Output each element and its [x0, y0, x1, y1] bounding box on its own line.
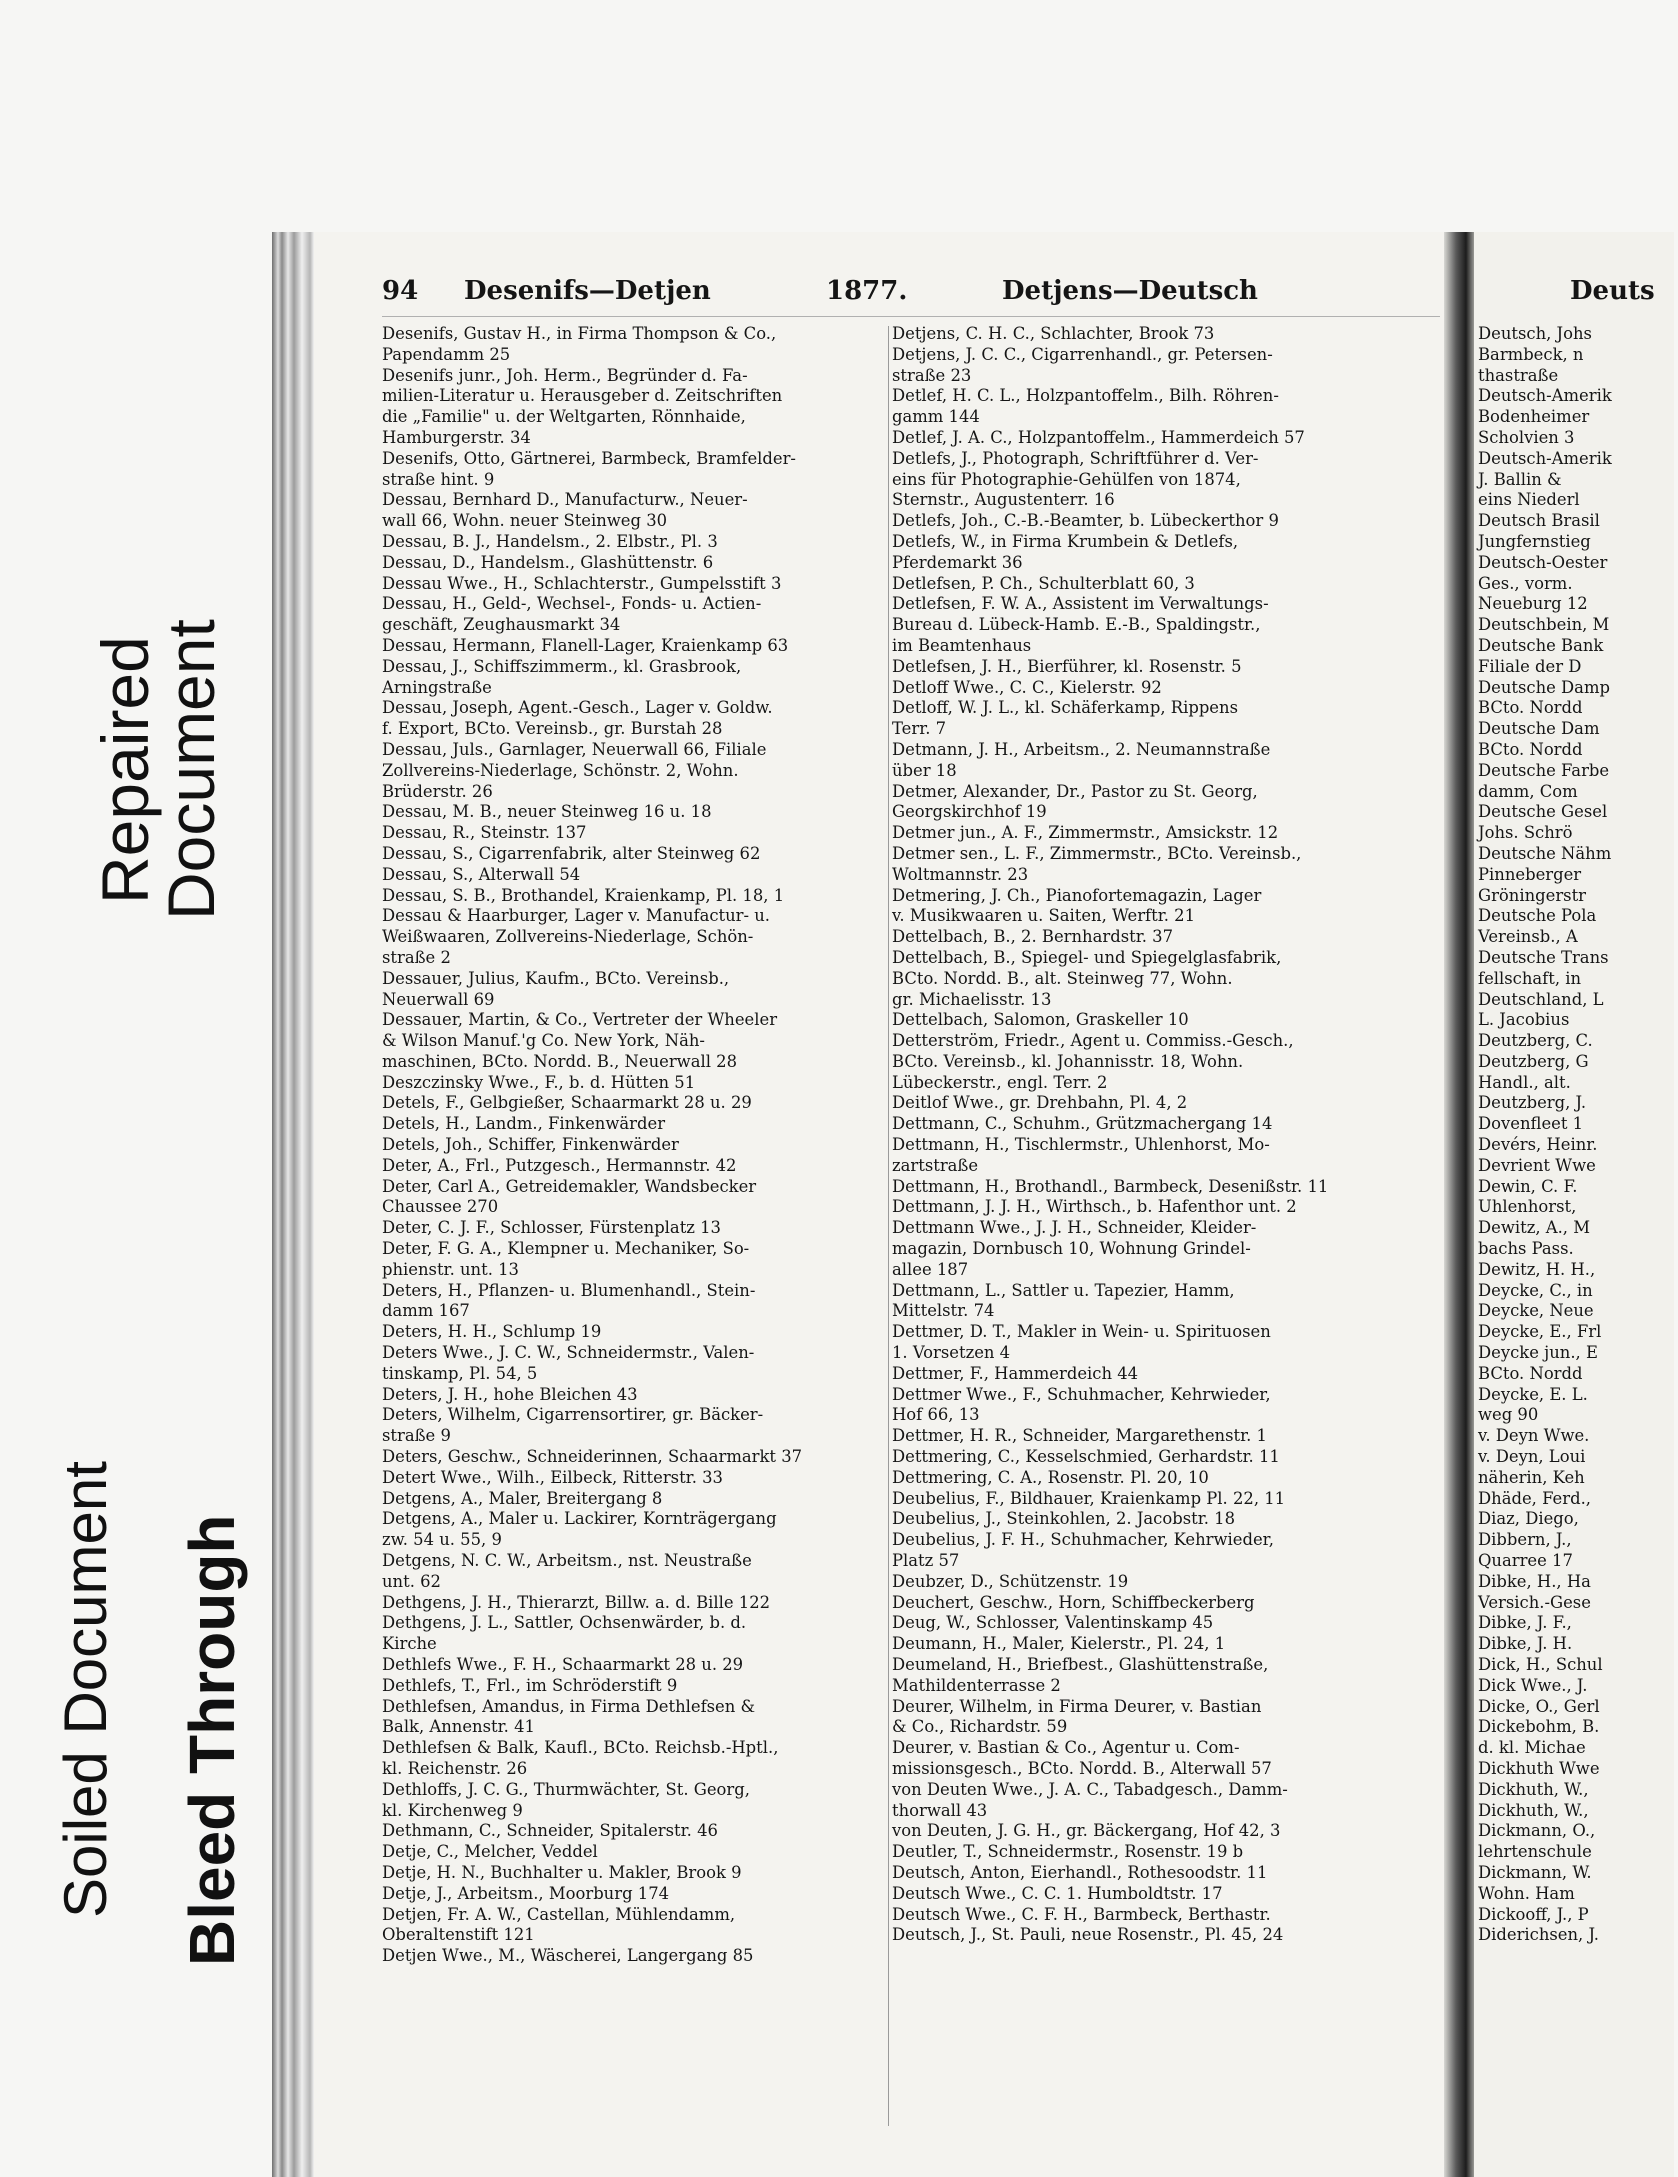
directory-entry-line: Detmann, J. H., Arbeitsm., 2. Neumannstraße: [892, 739, 1271, 759]
directory-entry-line: Detert Wwe., Wilh., Eilbeck, Ritterstr. 33: [382, 1467, 723, 1487]
directory-entry-line: Detlefsen, F. W. A., Assistent im Verwaltungs-: [892, 594, 1269, 614]
directory-entry-line: Dibbern, J.,: [1478, 1530, 1572, 1550]
directory-entry-line: Dewitz, A., M: [1478, 1218, 1591, 1238]
directory-entry-line: von Deuten Wwe., J. A. C., Tabadgesch., Damm-: [892, 1779, 1288, 1799]
directory-entry-line: Ges., vorm.: [1478, 573, 1573, 593]
directory-entry-line: gr. Michaelisstr. 13: [892, 989, 1052, 1009]
directory-entry-line: im Beamtenhaus: [892, 635, 1032, 655]
directory-entry-line: missionsgesch., BCto. Nordd. B., Alterwall 57: [892, 1758, 1272, 1778]
directory-entry-line: Deutsche Nähm: [1478, 843, 1612, 863]
directory-entry-line: Dettmer, F., Hammerdeich 44: [892, 1363, 1139, 1383]
directory-entry-line: Deubzer, D., Schützenstr. 19: [892, 1571, 1129, 1591]
directory-entry-line: Dessau, Juls., Garnlager, Neuerwall 66, Filiale: [382, 739, 767, 759]
directory-entry-line: Dettelbach, Salomon, Graskeller 10: [892, 1010, 1189, 1030]
directory-entry-line: maschinen, BCto. Nordd. B., Neuerwall 28: [382, 1051, 738, 1071]
directory-entry-line: Filiale der D: [1478, 656, 1582, 676]
directory-entry-line: Dethlefsen, Amandus, in Firma Dethlefsen &: [382, 1696, 756, 1716]
directory-entry-line: Deter, A., Frl., Putzgesch., Hermannstr. 42: [382, 1155, 737, 1175]
directory-entry-line: Detloff Wwe., C. C., Kielerstr. 92: [892, 677, 1162, 697]
directory-entry-line: Detlefsen, J. H., Bierführer, kl. Rosenstr. 5: [892, 656, 1242, 676]
directory-entry-line: über 18: [892, 760, 957, 780]
directory-entry-line: BCto. Nordd. B., alt. Steinweg 77, Wohn.: [892, 968, 1233, 988]
directory-entry-line: Deter, Carl A., Getreidemakler, Wandsbecker: [382, 1176, 757, 1196]
directory-entry-line: Dewin, C. F.: [1478, 1176, 1578, 1196]
directory-entry-line: Diaz, Diego,: [1478, 1509, 1579, 1529]
directory-entry-line: Deycke jun., E: [1478, 1343, 1598, 1363]
directory-entry-line: Dessau, M. B., neuer Steinweg 16 u. 18: [382, 802, 712, 822]
directory-entry-line: die „Familie" u. der Weltgarten, Rönnhaide,: [382, 407, 746, 427]
directory-entry-line: Dhäde, Ferd.,: [1478, 1488, 1592, 1508]
directory-entry-line: straße 23: [892, 365, 972, 385]
directory-entry-line: Deutzberg, C.: [1478, 1031, 1593, 1051]
directory-entry-line: Deutzberg, G: [1478, 1051, 1589, 1071]
directory-entry-line: Deubelius, F., Bildhauer, Kraienkamp Pl. 22, 11: [892, 1488, 1286, 1508]
directory-entry-line: Uhlenhorst,: [1478, 1197, 1577, 1217]
directory-entry-line: Dessauer, Martin, & Co., Vertreter der Wheeler: [382, 1010, 778, 1030]
directory-entry-line: Neuerwall 69: [382, 989, 495, 1009]
directory-entry-line: Dessau, J., Schiffszimmerm., kl. Grasbrook,: [382, 656, 742, 676]
directory-entry-line: Gröningerstr: [1478, 885, 1587, 905]
directory-entry-line: kl. Kirchenweg 9: [382, 1800, 523, 1820]
page-number: 94: [382, 276, 419, 306]
directory-entry-line: Detmer, Alexander, Dr., Pastor zu St. Georg,: [892, 781, 1258, 801]
directory-entry-line: Scholvien 3: [1478, 427, 1575, 447]
middle-column: [892, 324, 1438, 1946]
directory-entry-line: magazin, Dornbusch 10, Wohnung Grindel-: [892, 1239, 1251, 1259]
directory-entry-line: Dewitz, H. H.,: [1478, 1259, 1596, 1279]
directory-entry-line: Desenifs, Otto, Gärtnerei, Barmbeck, Bramfelder-: [382, 448, 796, 468]
directory-entry-line: v. Deyn Wwe.: [1478, 1426, 1590, 1446]
directory-entry-line: von Deuten, J. G. H., gr. Bäckergang, Hof 42, 3: [892, 1821, 1281, 1841]
directory-entry-line: wall 66, Wohn. neuer Steinweg 30: [382, 511, 668, 531]
directory-entry-line: Deters, H., Pflanzen- u. Blumenhandl., Stein-: [382, 1280, 756, 1300]
directory-entry-line: Deutsche Trans: [1478, 947, 1609, 967]
directory-entry-line: Vereinsb., A: [1478, 927, 1578, 947]
directory-entry-line: Deumeland, H., Briefbest., Glashüttenstraße,: [892, 1655, 1269, 1674]
scanned-book-spread: [272, 232, 1655, 2177]
directory-entry-line: Woltmannstr. 23: [892, 864, 1029, 884]
directory-entry-line: Arningstraße: [382, 677, 492, 697]
directory-entry-line: Deters, H. H., Schlump 19: [382, 1322, 602, 1342]
directory-entry-line: Deumann, H., Maler, Kielerstr., Pl. 24, 1: [892, 1634, 1226, 1654]
directory-entry-line: Hof 66, 13: [892, 1405, 980, 1425]
directory-entry-line: Dettmer, D. T., Makler in Wein- u. Spirituosen: [892, 1322, 1271, 1342]
directory-entry-line: Dethgens, J. H., Thierarzt, Billw. a. d. Bille 122: [382, 1592, 771, 1612]
directory-entry-line: Dessau, S. B., Brothandel, Kraienkamp, Pl. 18, 1: [382, 885, 785, 905]
facing-page: [1474, 232, 1674, 2177]
directory-entry-line: Detjens, C. H. C., Schlachter, Brook 73: [892, 324, 1215, 343]
right-column: [1474, 324, 1678, 1946]
directory-entry-line: Dickhuth, W.,: [1478, 1800, 1589, 1820]
directory-entry-line: Deycke, Neue: [1478, 1301, 1594, 1321]
directory-entry-line: BCto. Nordd: [1478, 739, 1583, 759]
directory-entry-line: fellschaft, in: [1478, 968, 1582, 988]
directory-entry-line: straße 2: [382, 947, 451, 967]
directory-entry-line: v. Deyn, Loui: [1478, 1447, 1586, 1467]
directory-entry-line: Deycke, E., Frl: [1478, 1322, 1602, 1342]
directory-entry-line: Deutsche Bank: [1478, 635, 1604, 655]
directory-entry-line: Detje, J., Arbeitsm., Moorburg 174: [382, 1883, 670, 1903]
directory-entry-line: Desenifs junr., Joh. Herm., Begründer d. Fa-: [382, 365, 748, 385]
directory-entry-line: Dethgens, J. L., Sattler, Ochsenwärder, b. d.: [382, 1613, 747, 1633]
directory-entry-line: Kirche: [382, 1634, 437, 1654]
directory-entry-line: Deutsche Pola: [1478, 906, 1597, 926]
year-heading: 1877.: [826, 276, 908, 306]
page-header: [314, 276, 1444, 316]
directory-entry-line: Detloff, W. J. L., kl. Schäferkamp, Rippens: [892, 698, 1238, 718]
directory-entry-line: Mittelstr. 74: [892, 1301, 995, 1321]
directory-entry-line: Dessauer, Julius, Kaufm., BCto. Vereinsb.,: [382, 968, 730, 988]
column-divider: [888, 326, 889, 2126]
directory-entry-line: Dibke, J. F.,: [1478, 1613, 1572, 1633]
directory-entry-line: Dessau, S., Alterwall 54: [382, 864, 581, 884]
repaired-stamp-line-2: Document: [154, 619, 228, 921]
directory-entry-line: Deurer, v. Bastian & Co., Agentur u. Com-: [892, 1738, 1240, 1758]
directory-entry-line: Chaussee 270: [382, 1197, 499, 1217]
directory-entry-line: Deters, Geschw., Schneiderinnen, Schaarmarkt 37: [382, 1447, 803, 1467]
directory-entry-line: straße hint. 9: [382, 469, 495, 489]
directory-entry-line: thorwall 43: [892, 1800, 988, 1820]
directory-entry-line: Detels, H., Landm., Finkenwärder: [382, 1114, 666, 1134]
directory-entry-line: Bureau d. Lübeck-Hamb. E.-B., Spaldingstr.,: [892, 615, 1261, 635]
directory-entry-line: Dettmering, C., Kesselschmied, Gerhardstr. 11: [892, 1447, 1280, 1467]
directory-entry-line: Dick Wwe., J.: [1478, 1675, 1588, 1695]
directory-entry-line: Dicke, O., Gerl: [1478, 1696, 1600, 1716]
directory-entry-line: BCto. Vereinsb., kl. Johannisstr. 18, Wohn.: [892, 1051, 1244, 1071]
left-range-heading: Desenifs—Detjen: [464, 276, 711, 306]
directory-entry-line: Dickmann, O.,: [1478, 1821, 1596, 1841]
soiled-document-stamp: Soiled Document: [52, 1461, 119, 1919]
directory-entry-line: Bodenheimer: [1478, 407, 1590, 427]
directory-entry-line: Deutsch, Anton, Eierhandl., Rothesoodstr. 11: [892, 1862, 1268, 1882]
directory-entry-line: Wohn. Ham: [1478, 1883, 1575, 1903]
directory-entry-line: Dessau, Hermann, Flanell-Lager, Kraienkamp 63: [382, 635, 789, 655]
directory-entry-line: Deutschbein, M: [1478, 615, 1610, 635]
directory-entry-line: phienstr. unt. 13: [382, 1259, 519, 1279]
directory-entry-line: eins für Photographie-Gehülfen von 1874,: [892, 469, 1241, 489]
directory-entry-line: Deutsch, Johs: [1478, 324, 1592, 343]
directory-entry-line: Dickooff, J., P: [1478, 1904, 1589, 1924]
directory-entry-line: Dethlefs Wwe., F. H., Schaarmarkt 28 u. 29: [382, 1655, 744, 1674]
directory-entry-line: Deutler, T., Schneidermstr., Rosenstr. 19 b: [892, 1842, 1244, 1862]
directory-entry-line: unt. 62: [382, 1571, 441, 1591]
header-rule: [382, 316, 1440, 317]
directory-entry-line: Dethloffs, J. C. G., Thurmwächter, St. Georg,: [382, 1779, 750, 1799]
directory-entry-line: Deurer, Wilhelm, in Firma Deurer, v. Bastian: [892, 1696, 1262, 1716]
directory-entry-line: näherin, Keh: [1478, 1467, 1585, 1487]
facing-page-header: Deuts: [1570, 276, 1655, 306]
directory-entry-line: Detels, Joh., Schiffer, Finkenwärder: [382, 1135, 679, 1155]
directory-entry-line: Detlefsen, P. Ch., Schulterblatt 60, 3: [892, 573, 1195, 593]
directory-entry-line: Barmbeck, n: [1478, 344, 1584, 364]
directory-entry-line: Pinneberger: [1478, 864, 1582, 884]
directory-entry-line: zartstraße: [892, 1155, 979, 1175]
directory-entry-line: Deutsche Damp: [1478, 677, 1610, 697]
directory-entry-line: Deters Wwe., J. C. W., Schneidermstr., Valen-: [382, 1343, 755, 1363]
directory-entry-line: Dettmann Wwe., J. J. H., Schneider, Kleider-: [892, 1218, 1257, 1238]
directory-entry-line: Weißwaaren, Zollvereins-Niederlage, Schön-: [382, 927, 754, 947]
directory-entry-line: Hamburgerstr. 34: [382, 427, 531, 447]
directory-entry-line: Deycke, C., in: [1478, 1280, 1593, 1300]
directory-entry-line: Deutsch, J., St. Pauli, neue Rosenstr., Pl. 45, 24: [892, 1925, 1284, 1945]
book-page: [314, 232, 1674, 2177]
directory-entry-line: Dessau, H., Geld-, Wechsel-, Fonds- u. Actien-: [382, 594, 762, 614]
directory-entry-line: Deutsche Gesel: [1478, 802, 1608, 822]
directory-entry-line: & Co., Richardstr. 59: [892, 1717, 1068, 1737]
directory-entry-line: Detels, F., Gelbgießer, Schaarmarkt 28 u. 29: [382, 1093, 752, 1113]
directory-entry-line: thastraße: [1478, 365, 1559, 385]
directory-entry-line: Dettmering, C. A., Rosenstr. Pl. 20, 10: [892, 1467, 1209, 1487]
directory-entry-line: Detlefs, Joh., C.-B.-Beamter, b. Lübeckerthor 9: [892, 511, 1279, 531]
directory-entry-line: v. Musikwaaren u. Saiten, Werftr. 21: [892, 906, 1196, 926]
directory-entry-line: Dessau, S., Cigarrenfabrik, alter Steinweg 62: [382, 843, 761, 863]
directory-entry-line: Devrient Wwe: [1478, 1155, 1596, 1175]
directory-entry-line: BCto. Nordd: [1478, 698, 1583, 718]
directory-entry-line: Dibke, J. H.: [1478, 1634, 1573, 1654]
directory-entry-line: Detlefs, J., Photograph, Schriftführer d. Ver-: [892, 448, 1259, 468]
bleed-through-stamp: Bleed Through: [176, 1514, 248, 1966]
left-column: [382, 324, 886, 1967]
directory-entry-line: 1. Vorsetzen 4: [892, 1343, 1011, 1363]
directory-entry-line: Dessau, B. J., Handelsm., 2. Elbstr., Pl. 3: [382, 531, 718, 551]
directory-entry-line: Oberaltenstift 121: [382, 1925, 535, 1945]
directory-entry-line: Detgens, A., Maler, Breitergang 8: [382, 1488, 663, 1508]
directory-entry-line: eins Niederl: [1478, 490, 1580, 510]
directory-entry-line: Deutzberg, J.: [1478, 1093, 1587, 1113]
directory-entry-line: Devérs, Heinr.: [1478, 1135, 1598, 1155]
directory-entry-line: Detgens, A., Maler u. Lackirer, Kornträgergang: [382, 1509, 777, 1529]
directory-entry-line: Dessau, Bernhard D., Manufacturw., Neuer-: [382, 490, 748, 510]
directory-entry-line: gamm 144: [892, 407, 980, 427]
directory-entry-line: Detjens, J. C. C., Cigarrenhandl., gr. Petersen-: [892, 344, 1273, 364]
directory-entry-line: Detje, C., Melcher, Veddel: [382, 1842, 598, 1862]
directory-entry-line: bachs Pass.: [1478, 1239, 1574, 1259]
directory-entry-line: Deters, Wilhelm, Cigarrensortirer, gr. Bäcker-: [382, 1405, 764, 1425]
directory-entry-line: Dick, H., Schul: [1478, 1655, 1603, 1674]
directory-entry-line: Deubelius, J., Steinkohlen, 2. Jacobstr. 18: [892, 1509, 1236, 1529]
directory-entry-line: Deycke, E. L.: [1478, 1384, 1588, 1404]
directory-entry-line: Detmer sen., L. F., Zimmermstr., BCto. Vereinsb.,: [892, 843, 1302, 863]
directory-entry-line: Dethlefsen & Balk, Kaufl., BCto. Reichsb.-Hptl.,: [382, 1738, 779, 1758]
directory-entry-line: d. kl. Michae: [1478, 1738, 1586, 1758]
directory-entry-line: Terr. 7: [892, 719, 947, 739]
directory-entry-line: Dickhuth Wwe: [1478, 1758, 1600, 1778]
directory-entry-line: Deutschland, L: [1478, 989, 1604, 1009]
directory-entry-line: weg 90: [1478, 1405, 1539, 1425]
directory-entry-line: Detmer jun., A. F., Zimmermstr., Amsickstr. 12: [892, 823, 1279, 843]
directory-entry-line: Deug, W., Schlosser, Valentinskamp 45: [892, 1613, 1214, 1633]
directory-entry-line: Dettmer, H. R., Schneider, Margarethenstr. 1: [892, 1426, 1267, 1446]
directory-entry-line: damm, Com: [1478, 781, 1578, 801]
directory-entry-line: straße 9: [382, 1426, 451, 1446]
directory-entry-line: Dettmann, J. J. H., Wirthsch., b. Hafenthor unt. 2: [892, 1197, 1297, 1217]
directory-entry-line: Dessau, R., Steinstr. 137: [382, 823, 587, 843]
directory-entry-line: Dettmann, L., Sattler u. Tapezier, Hamm,: [892, 1280, 1235, 1300]
directory-entry-line: lehrtenschule: [1478, 1842, 1592, 1862]
directory-entry-line: Detmering, J. Ch., Pianofortemagazin, Lager: [892, 885, 1262, 905]
directory-entry-line: Dettelbach, B., Spiegel- und Spiegelglasfabrik,: [892, 947, 1282, 967]
directory-entry-line: Detlefs, W., in Firma Krumbein & Detlefs,: [892, 531, 1239, 551]
directory-entry-line: Dettelbach, B., 2. Bernhardstr. 37: [892, 927, 1174, 947]
directory-entry-line: Detje, H. N., Buchhalter u. Makler, Brook 9: [382, 1862, 742, 1882]
directory-entry-line: Brüderstr. 26: [382, 781, 493, 801]
directory-entry-line: Desenifs, Gustav H., in Firma Thompson & Co.,: [382, 324, 777, 343]
directory-entry-line: Deuchert, Geschw., Horn, Schiffbeckerberg: [892, 1592, 1255, 1612]
directory-entry-line: Pferdemarkt 36: [892, 552, 1023, 572]
directory-entry-line: allee 187: [892, 1259, 969, 1279]
directory-entry-line: Sternstr., Augustenterr. 16: [892, 490, 1115, 510]
directory-entry-line: Deitlof Wwe., gr. Drehbahn, Pl. 4, 2: [892, 1093, 1188, 1113]
directory-entry-line: Johs. Schrö: [1478, 823, 1573, 843]
directory-entry-line: Deutsch-Amerik: [1478, 448, 1612, 468]
directory-entry-line: Dettmer Wwe., F., Schuhmacher, Kehrwieder,: [892, 1384, 1271, 1404]
directory-entry-line: L. Jacobius: [1478, 1010, 1570, 1030]
directory-entry-line: Lübeckerstr., engl. Terr. 2: [892, 1072, 1108, 1092]
directory-entry-line: Papendamm 25: [382, 344, 511, 364]
directory-entry-line: milien-Literatur u. Herausgeber d. Zeitschriften: [382, 386, 783, 406]
directory-entry-line: Dettmann, H., Tischlermstr., Uhlenhorst, Mo-: [892, 1135, 1270, 1155]
directory-entry-line: Dickhuth, W.,: [1478, 1779, 1589, 1799]
directory-entry-line: J. Ballin &: [1478, 469, 1562, 489]
directory-entry-line: zw. 54 u. 55, 9: [382, 1530, 502, 1550]
directory-entry-line: Detjen, Fr. A. W., Castellan, Mühlendamm,: [382, 1904, 736, 1924]
directory-entry-line: Platz 57: [892, 1551, 960, 1571]
directory-entry-line: Deter, C. J. F., Schlosser, Fürstenplatz 13: [382, 1218, 721, 1238]
directory-entry-line: Dessau Wwe., H., Schlachterstr., Gumpelsstift 3: [382, 573, 782, 593]
directory-entry-line: Deutsche Dam: [1478, 719, 1600, 739]
directory-entry-line: Dessau & Haarburger, Lager v. Manufactur- u.: [382, 906, 771, 926]
directory-entry-line: Detlef, J. A. C., Holzpantoffelm., Hammerdeich 57: [892, 427, 1305, 447]
right-range-heading: Detjens—Deutsch: [1002, 276, 1258, 306]
directory-entry-line: Dethmann, C., Schneider, Spitalerstr. 46: [382, 1821, 718, 1841]
directory-entry-line: f. Export, BCto. Vereinsb., gr. Burstah 28: [382, 719, 723, 739]
directory-entry-line: Dibke, H., Ha: [1478, 1571, 1591, 1591]
directory-entry-line: Detlef, H. C. L., Holzpantoffelm., Bilh. Röhren-: [892, 386, 1279, 406]
directory-entry-line: tinskamp, Pl. 54, 5: [382, 1363, 538, 1383]
directory-entry-line: Detgens, N. C. W., Arbeitsm., nst. Neustraße: [382, 1551, 752, 1571]
directory-entry-line: Detterström, Friedr., Agent u. Commiss.-Gesch.,: [892, 1031, 1294, 1051]
directory-entry-line: Dettmann, H., Brothandl., Barmbeck, Desenißstr. 11: [892, 1176, 1329, 1196]
directory-entry-line: Dessau, D., Handelsm., Glashüttenstr. 6: [382, 552, 714, 572]
directory-entry-line: Deutsche Farbe: [1478, 760, 1610, 780]
book-gutter: [1444, 232, 1474, 2177]
directory-entry-line: & Wilson Manuf.'g Co. New York, Näh-: [382, 1031, 705, 1051]
directory-entry-line: Dethlefs, T., Frl., im Schröderstift 9: [382, 1675, 678, 1695]
directory-entry-line: BCto. Nordd: [1478, 1363, 1583, 1383]
directory-entry-line: Dickebohm, B.: [1478, 1717, 1600, 1737]
directory-entry-line: damm 167: [382, 1301, 470, 1321]
directory-entry-line: kl. Reichenstr. 26: [382, 1758, 528, 1778]
directory-entry-line: Neueburg 12: [1478, 594, 1588, 614]
directory-entry-line: Dessau, Joseph, Agent.-Gesch., Lager v. Goldw.: [382, 698, 773, 718]
repaired-document-stamp: [88, 560, 228, 980]
directory-entry-line: Handl., alt.: [1478, 1072, 1571, 1092]
repaired-stamp-line-1: Repaired: [88, 636, 162, 904]
directory-entry-line: Deutsch Wwe., C. C. 1. Humboldtstr. 17: [892, 1883, 1223, 1903]
directory-entry-line: Detjen Wwe., M., Wäscherei, Langergang 85: [382, 1946, 754, 1966]
directory-entry-line: geschäft, Zeughausmarkt 34: [382, 615, 621, 635]
directory-entry-line: Diderichsen, J.: [1478, 1925, 1599, 1945]
directory-entry-line: Deter, F. G. A., Klempner u. Mechaniker, So-: [382, 1239, 750, 1259]
directory-entry-line: Mathildenterrasse 2: [892, 1675, 1061, 1695]
page-edge-stack: [272, 232, 314, 2177]
directory-entry-line: Deubelius, J. F. H., Schuhmacher, Kehrwieder,: [892, 1530, 1274, 1550]
directory-entry-line: Deutsch-Oester: [1478, 552, 1608, 572]
directory-entry-line: Balk, Annenstr. 41: [382, 1717, 535, 1737]
directory-entry-line: Zollvereins-Niederlage, Schönstr. 2, Wohn.: [382, 760, 739, 780]
directory-entry-line: Deters, J. H., hohe Bleichen 43: [382, 1384, 638, 1404]
directory-entry-line: Dickmann, W.: [1478, 1862, 1592, 1882]
directory-entry-line: Georgskirchhof 19: [892, 802, 1047, 822]
directory-entry-line: Dettmann, C., Schuhm., Grützmachergang 14: [892, 1114, 1273, 1134]
directory-entry-line: Deszczinsky Wwe., F., b. d. Hütten 51: [382, 1072, 696, 1092]
directory-entry-line: Quarree 17: [1478, 1551, 1573, 1571]
directory-entry-line: Deutsch-Amerik: [1478, 386, 1612, 406]
directory-entry-line: Deutsch Wwe., C. F. H., Barmbeck, Berthastr.: [892, 1904, 1271, 1924]
directory-entry-line: Versich.-Gese: [1478, 1592, 1591, 1612]
directory-entry-line: Deutsch Brasil: [1478, 511, 1600, 531]
directory-entry-line: Dovenfleet 1: [1478, 1114, 1584, 1134]
directory-entry-line: Jungfernstieg: [1478, 531, 1591, 551]
